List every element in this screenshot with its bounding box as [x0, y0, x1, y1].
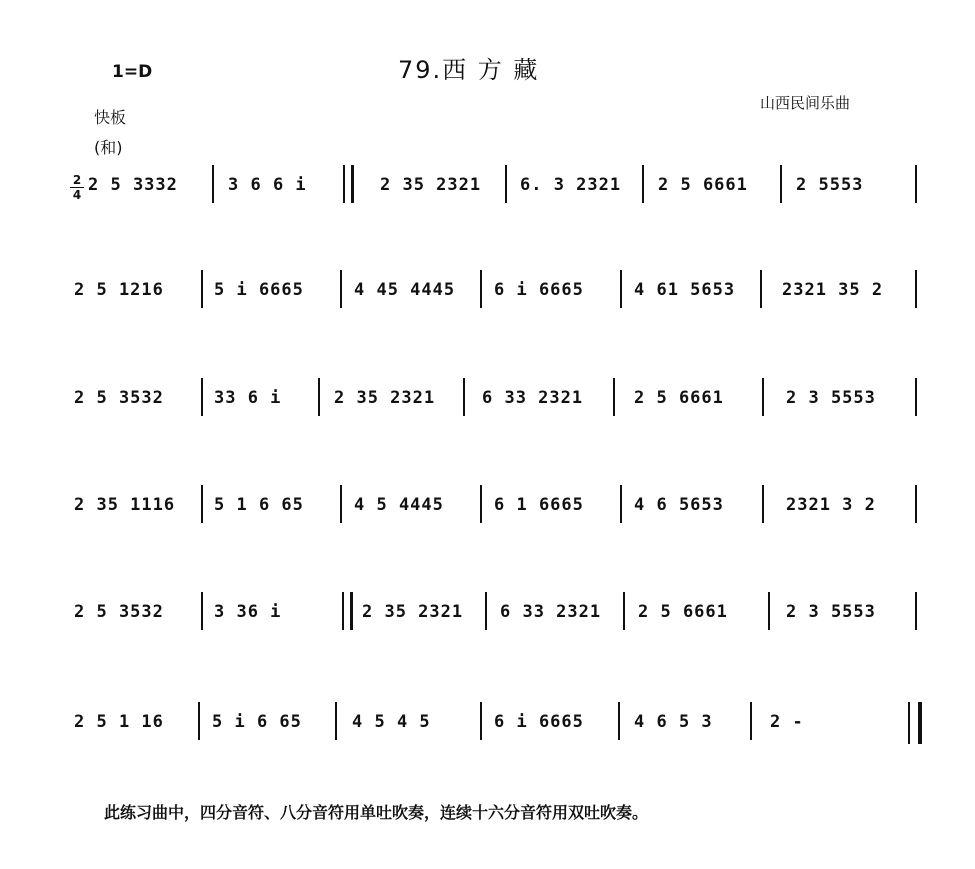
measure: 2 5 1 16	[74, 712, 164, 732]
measure: 2 5 6661	[638, 602, 728, 622]
measure: 6 i 6665	[494, 712, 584, 732]
measure: 4 6 5653	[634, 495, 724, 515]
measure: 4 6 5 3	[634, 712, 713, 732]
measure: 5 i 6665	[214, 280, 304, 300]
measure: 6 i 6665	[494, 280, 584, 300]
measure: 4 5 4445	[354, 495, 444, 515]
measure: 4 45 4445	[354, 280, 456, 300]
measure: 2 3 5553	[786, 388, 876, 408]
piece-title: 79.西 方 藏	[398, 56, 540, 84]
measure: 2 35 2321	[380, 175, 482, 195]
measure: 2 35 1116	[74, 495, 176, 515]
footnote: 此练习曲中，四分音符、八分音符用单吐吹奏，连续十六分音符用双吐吹奏。	[104, 803, 649, 822]
final-barline	[908, 702, 922, 744]
score-line	[60, 270, 940, 330]
measure: 2 5 6661	[634, 388, 724, 408]
time-signature	[70, 174, 84, 201]
measure: 2 5 3332	[88, 175, 178, 195]
score-line	[60, 702, 940, 762]
measure: 2 35 2321	[334, 388, 436, 408]
measure: 4 61 5653	[634, 280, 736, 300]
composer-attribution: 山西民间乐曲	[760, 94, 851, 112]
measure: 4 5 4 5	[352, 712, 431, 732]
measure: 2321 35 2	[782, 280, 884, 300]
measure: 2 3 5553	[786, 602, 876, 622]
measure: 2 5 1216	[74, 280, 164, 300]
score-line	[60, 378, 940, 438]
measure: 3 6 6 i	[228, 175, 307, 195]
time-signature-bottom: 4	[72, 188, 82, 202]
time-signature-top: 2	[72, 173, 82, 187]
measure: 2 5 3532	[74, 388, 164, 408]
measure: 3 36 i	[214, 602, 282, 622]
measure: 2 -	[770, 712, 804, 732]
measure: 2 35 2321	[362, 602, 464, 622]
measure: 2 5 6661	[658, 175, 748, 195]
score-line	[60, 485, 940, 545]
score-line	[60, 165, 940, 225]
tempo-marking: 快板	[94, 108, 127, 127]
measure: 6 33 2321	[500, 602, 602, 622]
measure: 6 1 6665	[494, 495, 584, 515]
articulation-marking: (和)	[94, 138, 123, 157]
measure: 5 1 6 65	[214, 495, 304, 515]
measure: 33 6 i	[214, 388, 282, 408]
measure: 6. 3 2321	[520, 175, 622, 195]
measure: 2 5 3532	[74, 602, 164, 622]
key-signature: 1=D	[112, 62, 153, 82]
measure: 6 33 2321	[482, 388, 584, 408]
measure: 2 5553	[796, 175, 864, 195]
measure: 2321 3 2	[786, 495, 876, 515]
measure: 5 i 6 65	[212, 712, 302, 732]
score-line	[60, 592, 940, 652]
